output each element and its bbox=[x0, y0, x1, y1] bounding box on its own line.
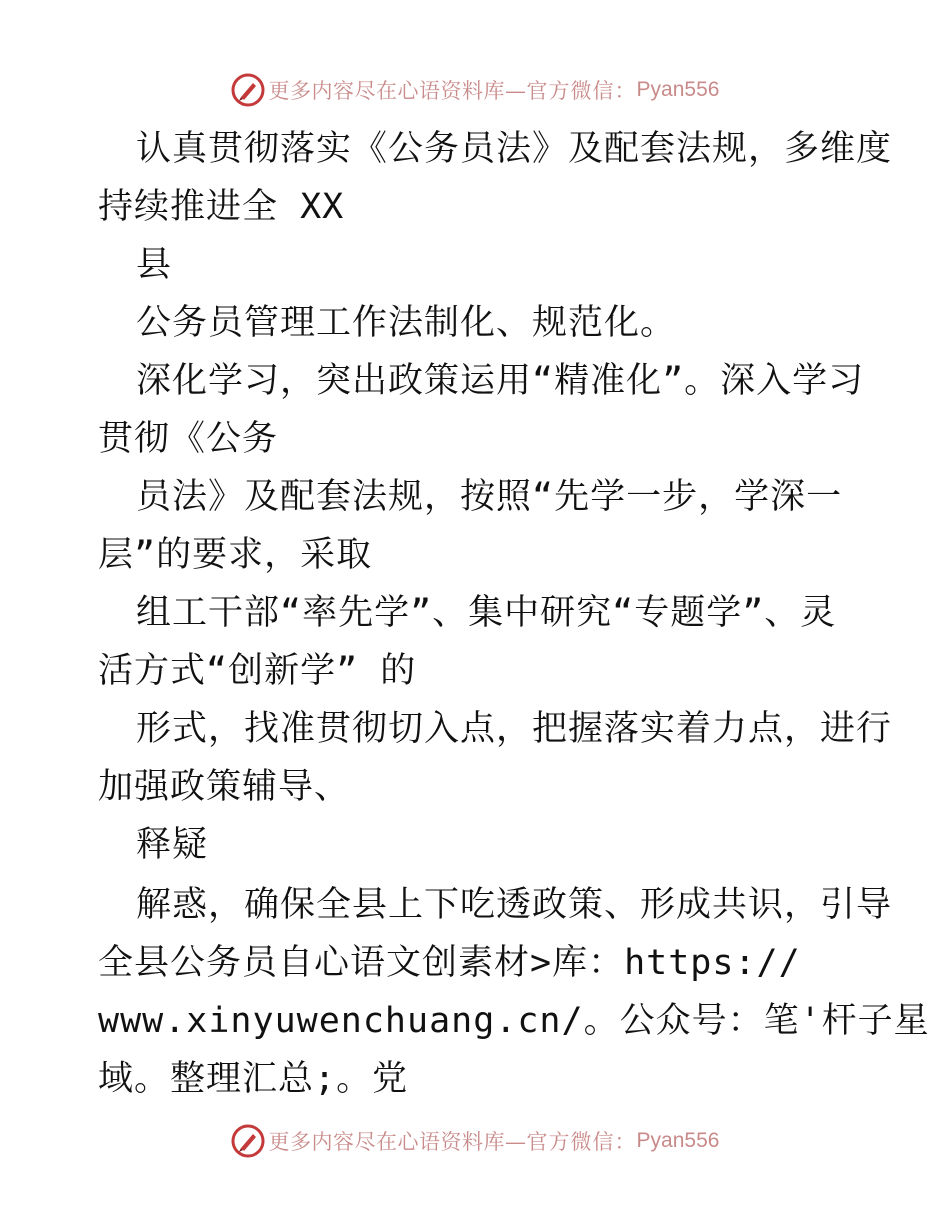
banner-wechat-handle: Pyan556 bbox=[636, 1129, 720, 1152]
pen-logo-icon bbox=[231, 1124, 265, 1158]
text-line: 域。整理汇总;。党 bbox=[98, 1059, 409, 1099]
pen-logo-icon bbox=[231, 73, 265, 107]
text-line: 认真贯彻落实《公务员法》及配套法规，多维度 bbox=[136, 129, 893, 169]
text-line: 活方式“创新学” 的 bbox=[98, 651, 417, 691]
text-line: 形式，找准贯彻切入点，把握落实着力点，进行 bbox=[136, 709, 893, 749]
text-line: 释疑 bbox=[136, 825, 209, 865]
text-line: 员法》及配套法规，按照“先学一步，学深一 bbox=[136, 477, 843, 517]
footer-watermark-banner bbox=[0, 1121, 950, 1161]
text-line: 层”的要求，采取 bbox=[98, 535, 373, 575]
banner-slogan: 更多内容尽在心语资料库— bbox=[268, 79, 527, 103]
text-line: 全县公务员自心语文创素材>库：https:// bbox=[98, 943, 801, 983]
text-line: 持续推进全 XX bbox=[98, 187, 345, 227]
text-line: www.xinyuwenchuang.cn/。公众号：笔'杆子星 bbox=[98, 1001, 930, 1041]
text-line: 组工干部“率先学”、集中研究“专题学”、灵 bbox=[136, 593, 837, 633]
text-line: 加强政策辅导、 bbox=[98, 767, 351, 807]
text-line: 公务员管理工作法制化、规范化。 bbox=[136, 303, 677, 343]
banner-slogan: 更多内容尽在心语资料库— bbox=[268, 1130, 527, 1154]
text-line: 县 bbox=[136, 245, 173, 285]
text-line: 贯彻《公务 bbox=[98, 419, 279, 459]
header-watermark-banner bbox=[0, 70, 950, 110]
banner-wechat-label: 官方微信： bbox=[526, 79, 637, 103]
text-line: 深化学习，突出政策运用“精准化”。深入学习 bbox=[136, 361, 865, 401]
banner-wechat-handle: Pyan556 bbox=[636, 78, 720, 101]
text-line: 解惑，确保全县上下吃透政策、形成共识，引导 bbox=[136, 885, 893, 925]
banner-wechat-label: 官方微信： bbox=[526, 1130, 637, 1154]
